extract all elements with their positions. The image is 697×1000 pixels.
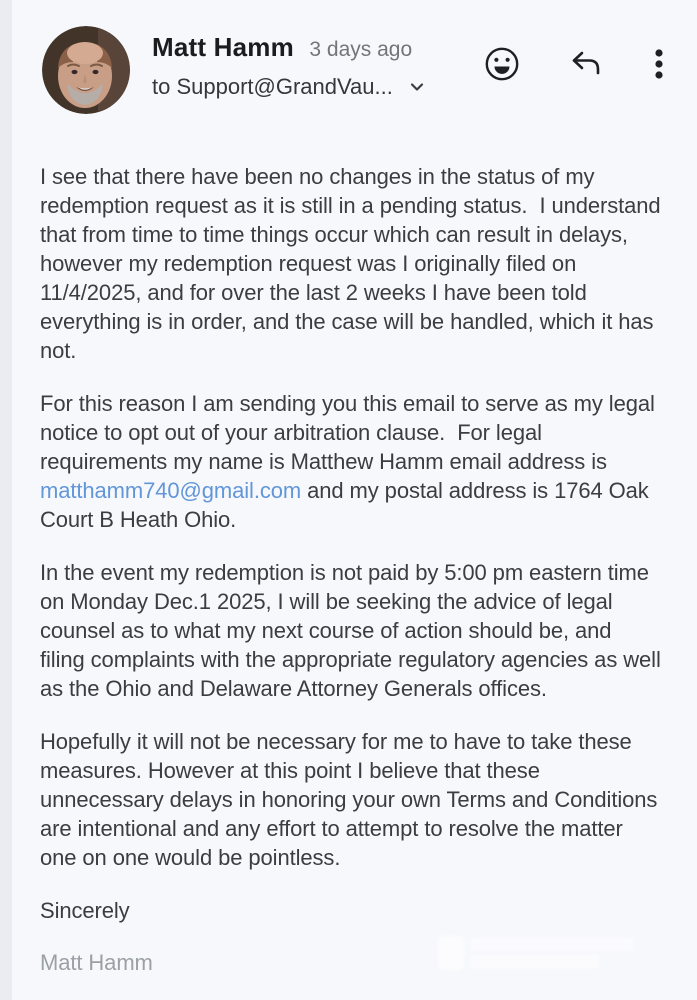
paragraph-3: In the event my redemption is not paid by 5:00 pm eastern time on Monday Dec.1 2025, I will be seeking the advice of legal counsel as to what my next course of action should be, and filing complaints with the appropriate regulatory agencies as well as the Ohio and Delaware Attorney Generals offices. bbox=[40, 560, 667, 701]
paragraph-2-text-before: For this reason I am sending you this email to serve as my legal notice to opt out of your arbitration clause. For legal requirements my name is Matthew Hamm email address is bbox=[40, 391, 661, 474]
three-dot-menu-icon bbox=[640, 45, 678, 86]
recipient-label: to Support@GrandVau... bbox=[152, 74, 393, 99]
more-options-button[interactable] bbox=[640, 46, 678, 84]
reply-arrow-icon bbox=[567, 45, 605, 86]
reply-button[interactable] bbox=[567, 46, 605, 84]
left-edge-strip bbox=[0, 0, 12, 1000]
sender-meta bbox=[152, 32, 427, 100]
smiley-face-icon bbox=[483, 45, 521, 86]
email-body bbox=[40, 162, 667, 1000]
sender-name: Matt Hamm bbox=[152, 32, 294, 62]
paragraph-2-text-after: and my postal address is 1764 Oak Court B Heath Ohio. bbox=[40, 478, 655, 532]
email-header bbox=[40, 24, 697, 124]
email-address-link[interactable]: matthamm740@gmail.com bbox=[40, 478, 302, 503]
timestamp: 3 days ago bbox=[309, 38, 413, 61]
paragraph-4: Hopefully it will not be necessary for me to have to take these measures. However at this point I believe that these unnecessary delays in honoring your own Terms and Conditions are intentional and any effort to attempt to resolve the matter one on one would be pointless. bbox=[40, 729, 664, 870]
sender-row bbox=[152, 32, 427, 63]
closing: Sincerely bbox=[40, 898, 130, 923]
emoji-reaction-button[interactable] bbox=[483, 46, 521, 84]
chevron-down-icon bbox=[407, 77, 427, 97]
paragraph-1: I see that there have been no changes in the status of my redemption request as it is still in a pending status. I understand that from time to time things occur which can result in delays, however my redemption request was I originally filed on 11/4/2025, and for over the last 2 weeks I have been told everything is in order, and the case will be handled, which it has not. bbox=[40, 164, 667, 363]
avatar-photo bbox=[42, 26, 130, 114]
avatar[interactable] bbox=[42, 26, 130, 114]
paragraph-2 bbox=[40, 389, 662, 534]
signature: Matt Hamm bbox=[40, 950, 153, 975]
recipient-toggle[interactable] bbox=[152, 74, 427, 100]
